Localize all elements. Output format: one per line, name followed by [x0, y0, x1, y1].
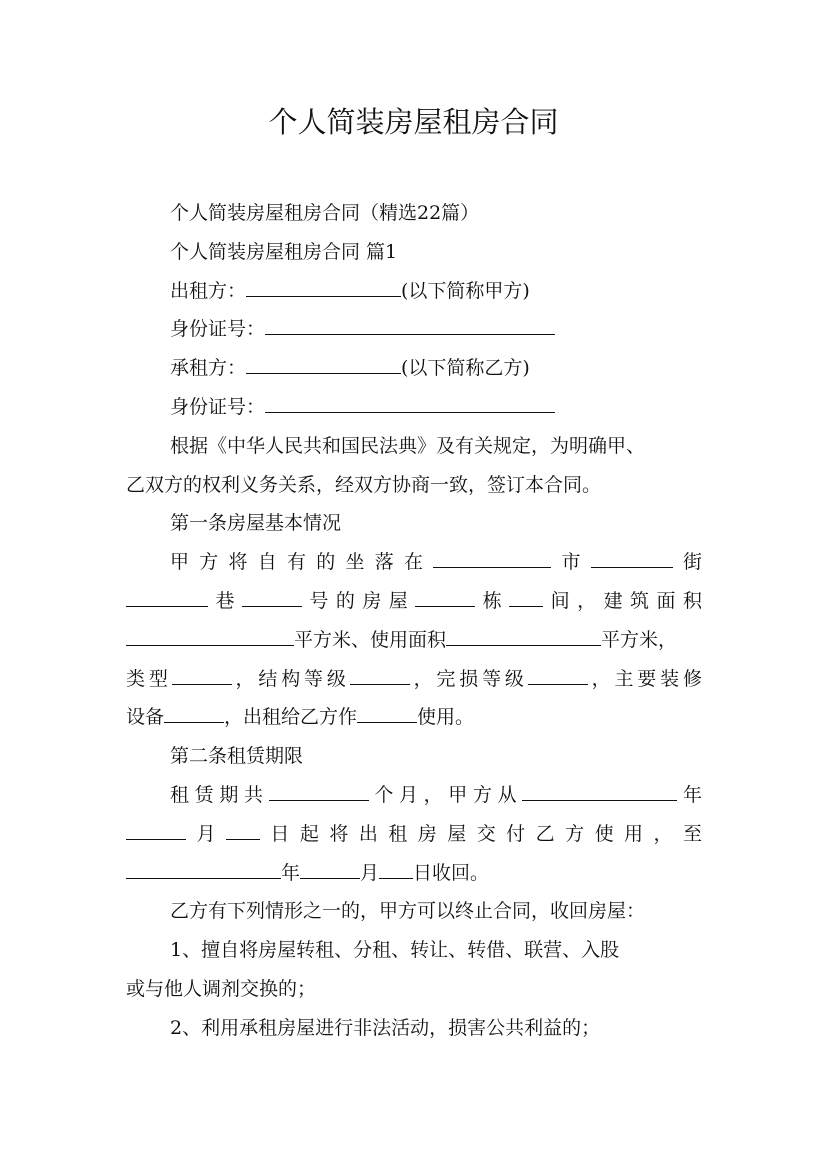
a1-text: ，结构等级: [231, 667, 350, 690]
a1-text: 使用。: [417, 706, 475, 729]
a1-text: ，完损等级: [409, 667, 528, 690]
contract-heading: 个人简装房屋租房合同（精选22篇）: [170, 202, 480, 224]
a2-text: 租赁期共: [170, 783, 269, 806]
number-blank: [242, 590, 302, 607]
start-year-blank: [522, 784, 677, 801]
start-day-blank: [226, 823, 260, 840]
termination-item-2: 2、利用承租房屋进行非法活动，损害公共利益的；: [170, 1016, 601, 1039]
lessee-blank: [246, 357, 401, 374]
a1-text: 巷: [208, 589, 242, 612]
lessor-id-line: [126, 310, 702, 349]
document-body: [126, 194, 702, 1048]
a1-text: 设备: [126, 706, 165, 729]
start-month-blank: [126, 823, 186, 840]
building-blank: [415, 590, 475, 607]
end-month-blank: [300, 862, 360, 879]
a1-text: 街: [672, 551, 702, 574]
usable-area-blank: [446, 629, 601, 646]
article1-line-3: [126, 621, 702, 660]
a2-text: 日起将出租房屋交付乙方使用，至: [259, 822, 702, 845]
a2-text: 月: [360, 861, 380, 884]
lessor-id-blank: [265, 318, 555, 335]
article1-title: 第一条房屋基本情况: [170, 512, 342, 535]
type-blank: [172, 668, 232, 685]
intro-line-2: 乙双方的权利义务关系，经双方协商一致，签订本合同。: [126, 473, 602, 496]
usage-blank: [357, 706, 417, 723]
lessee-suffix: (以下简称乙方): [401, 357, 530, 380]
lessor-blank: [246, 280, 401, 297]
end-year-blank: [126, 862, 281, 879]
article2-line-1: [126, 776, 702, 815]
termination-item-1-line-1: 1、擅自将房屋转租、分租、转让、转借、联营、入股: [170, 939, 620, 962]
a1-text: ，主要装修: [587, 667, 702, 690]
a1-text: 甲方将自有的坐落在: [170, 551, 434, 574]
street-blank: [591, 551, 673, 568]
a1-text: 市: [551, 551, 591, 574]
id-label: 身份证号：: [170, 395, 266, 418]
a1-text: 平方米、使用面积: [294, 628, 447, 651]
a1-text: 号的房屋: [301, 589, 416, 612]
a1-text: 平方米，: [601, 628, 678, 651]
lane-blank: [126, 590, 208, 607]
a1-text: ，出租给乙方作: [224, 706, 358, 729]
a1-text: 间，建筑面积: [543, 589, 702, 612]
months-blank: [269, 784, 369, 801]
a1-text: 类型: [126, 667, 172, 690]
lessor-line: [126, 272, 702, 311]
room-blank: [509, 590, 543, 607]
lessee-id-blank: [265, 396, 555, 413]
a2-text: 个月，甲方从: [368, 783, 523, 806]
article2-line-3: [126, 854, 702, 893]
a1-text: 栋: [475, 589, 510, 612]
equipment-blank: [164, 706, 224, 723]
city-blank: [433, 551, 551, 568]
end-day-blank: [379, 862, 413, 879]
lessee-line: [126, 349, 702, 388]
article1-line-4: [126, 660, 702, 699]
termination-item-1-line-2: 或与他人调剂交换的；: [126, 977, 317, 1000]
article2-title: 第二条租赁期限: [170, 745, 304, 768]
a2-text: 日收回。: [413, 861, 490, 884]
intro-line-1: 根据《中华人民共和国民法典》及有关规定，为明确甲、: [170, 434, 646, 457]
article1-line-5: [126, 698, 702, 737]
condition-grade-blank: [528, 668, 588, 685]
lessee-id-line: [126, 388, 702, 427]
contract-sub-heading: 个人简装房屋租房合同 篇1: [170, 240, 398, 263]
a2-text: 年: [281, 861, 301, 884]
a2-text: 年: [677, 783, 702, 806]
document-title: 个人简装房屋租房合同: [268, 105, 559, 139]
building-area-blank: [126, 629, 294, 646]
lessee-label: 承租方：: [170, 357, 247, 380]
article1-line-2: [126, 582, 702, 621]
termination-intro: 乙方有下列情形之一的，甲方可以终止合同，收回房屋：: [170, 900, 646, 923]
article2-line-2: [126, 815, 702, 854]
article1-line-1: [126, 543, 702, 582]
structure-grade-blank: [350, 668, 410, 685]
id-label: 身份证号：: [170, 318, 266, 341]
lessor-suffix: (以下简称甲方): [401, 279, 530, 302]
lessor-label: 出租方：: [170, 279, 247, 302]
a2-text: 月: [186, 822, 226, 845]
